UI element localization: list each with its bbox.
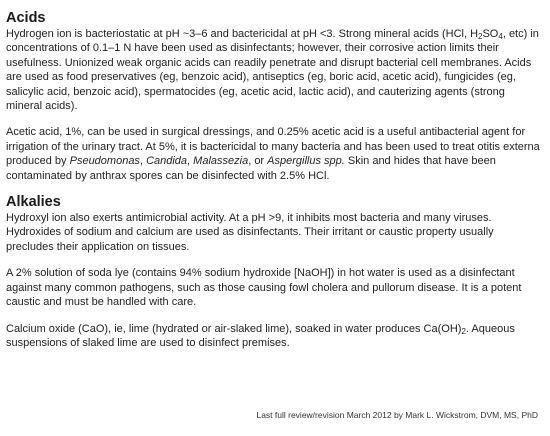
heading-alkalies: Alkalies: [6, 194, 61, 211]
article-content: [6, 10, 542, 350]
acids-paragraph-1: Hydrogen ion is bacteriostatic at pH ~3–6 and bactericidal at pH <3. Strong mineral acids (HCl, $H_2SO_4$, etc) in concentrations of 0.1–1 N have been used as disinfectants; however, their corrosive action limits their usefulness. Unionized weak organic acids can readily penetrate and disrupt bacterial cell membranes. Acids are used as food preservatives (eg, benzoic acid), antiseptics (eg, boric acid, acetic acid), fungicides (eg, salicylic acid, benzoic acid), spermatocides (eg, acetic acid, lactic acid), and cauterizing agents (strong mineral acids).: [6, 28, 539, 113]
review-footer: Last full review/revision March 2012 by Mark L. Wickstrom, DVM, MS, PhD: [256, 410, 538, 420]
alkalies-paragraph-1: Hydroxyl ion also exerts antimicrobial activity. At a pH >9, it inhibits most bacteria and many viruses. Hydroxides of sodium and calcium are used as disinfectants. Their irritant or caustic property usually precludes their application on tissues.: [6, 212, 494, 253]
alkalies-paragraph-2: A 2% solution of soda lye (contains 94% sodium hydroxide [NaOH]) in hot water is used as a disinfectant against many common pathogens, such as those causing fowl cholera and pullorum disease. It is a potent caustic and must be handled with care.: [6, 267, 522, 309]
heading-acids: Acids: [6, 10, 46, 26]
acids-paragraph-2: Acetic acid, 1%, can be used in surgical dressings, and 0.25% acetic acid is a useful antibacterial agent for irrigation of the urinary tract. At 5%, it is bactericidal to many bacteria and has been used to treat otitis externa produced by Pseudomonas, Candida, Malassezia, or Aspergillus spp. Skin and hides that have been contaminated by anthrax spores can be disinfected with 2.5% HCl.: [6, 126, 540, 182]
alkalies-paragraph-3: Calcium oxide (CaO), ie, lime (hydrated or air-slaked lime), soaked in water produces $Ca(OH)_2$. Aqueous suspensions of slaked lime are used to disinfect premises.: [6, 322, 515, 349]
